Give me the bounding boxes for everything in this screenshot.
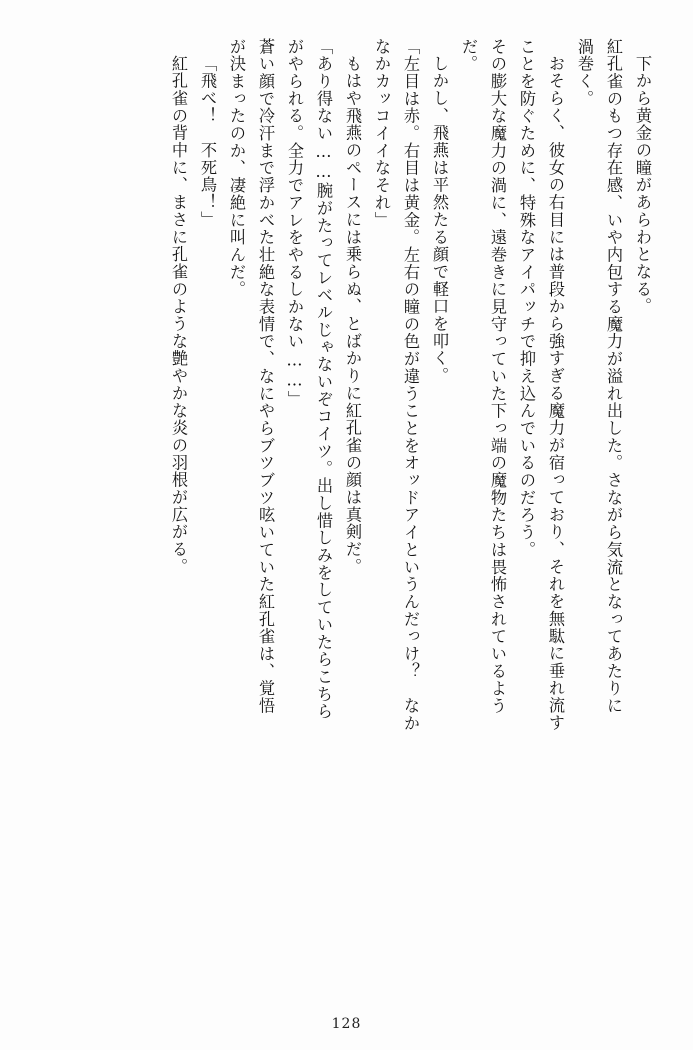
text-line: がやられる。全力でアレをやるしかない……」 [285, 38, 304, 408]
text-line: が決まったのか、凄絶に叫んだ。 [227, 38, 246, 299]
text-line: その膨大な魔力の渦に、遠巻きに見守っていた下っ端の魔物たちは畏怖されているよう [488, 38, 507, 715]
text-line: 下から黄金の瞳があらわとなる。 [633, 55, 652, 316]
text-line: 渦巻く。 [575, 38, 594, 108]
text-line: 紅孔雀の背中に、まさに孔雀のような艶やかな炎の羽根が広がる。 [169, 55, 188, 576]
text-line: 紅孔雀のもつ存在感、いや内包する魔力が溢れ出した。さながら気流となってあたりに [604, 38, 623, 715]
text-line: もはや飛燕のペースには乗らぬ、とばかりに紅孔雀の顔は真剣だ。 [343, 55, 362, 576]
text-line: なかカッコイイなそれ」 [372, 38, 391, 229]
text-line: 「あり得ない……腕がたってレベルじゃないぞコイツ。出し惜しみをしていたらこちら [314, 38, 333, 721]
text-line: ことを防ぐために、特殊なアイパッチで抑え込んでいるのだろう。 [517, 38, 536, 559]
page-number: 128 [331, 1016, 362, 1032]
text-line: 「飛べ！ 不死鳥！」 [198, 55, 217, 229]
text-line: だ。 [459, 38, 478, 73]
text-line: 「左目は赤。右目は黄金。左右の瞳の色が違うことをオッドアイというんだっけ？ なか [401, 38, 420, 732]
text-line: 蒼い顔で冷汗まで浮かべた壮絶な表情で、なにやらブツブツ呟いていた紅孔雀は、覚悟 [256, 38, 275, 715]
text-line: おそらく、彼女の右目には普段から強すぎる魔力が宿っており、それを無駄に垂れ流す [546, 55, 565, 732]
text-line: しかし、飛燕は平然たる顔で軽口を叩く。 [430, 55, 449, 385]
vertical-text-block [36, 38, 657, 968]
